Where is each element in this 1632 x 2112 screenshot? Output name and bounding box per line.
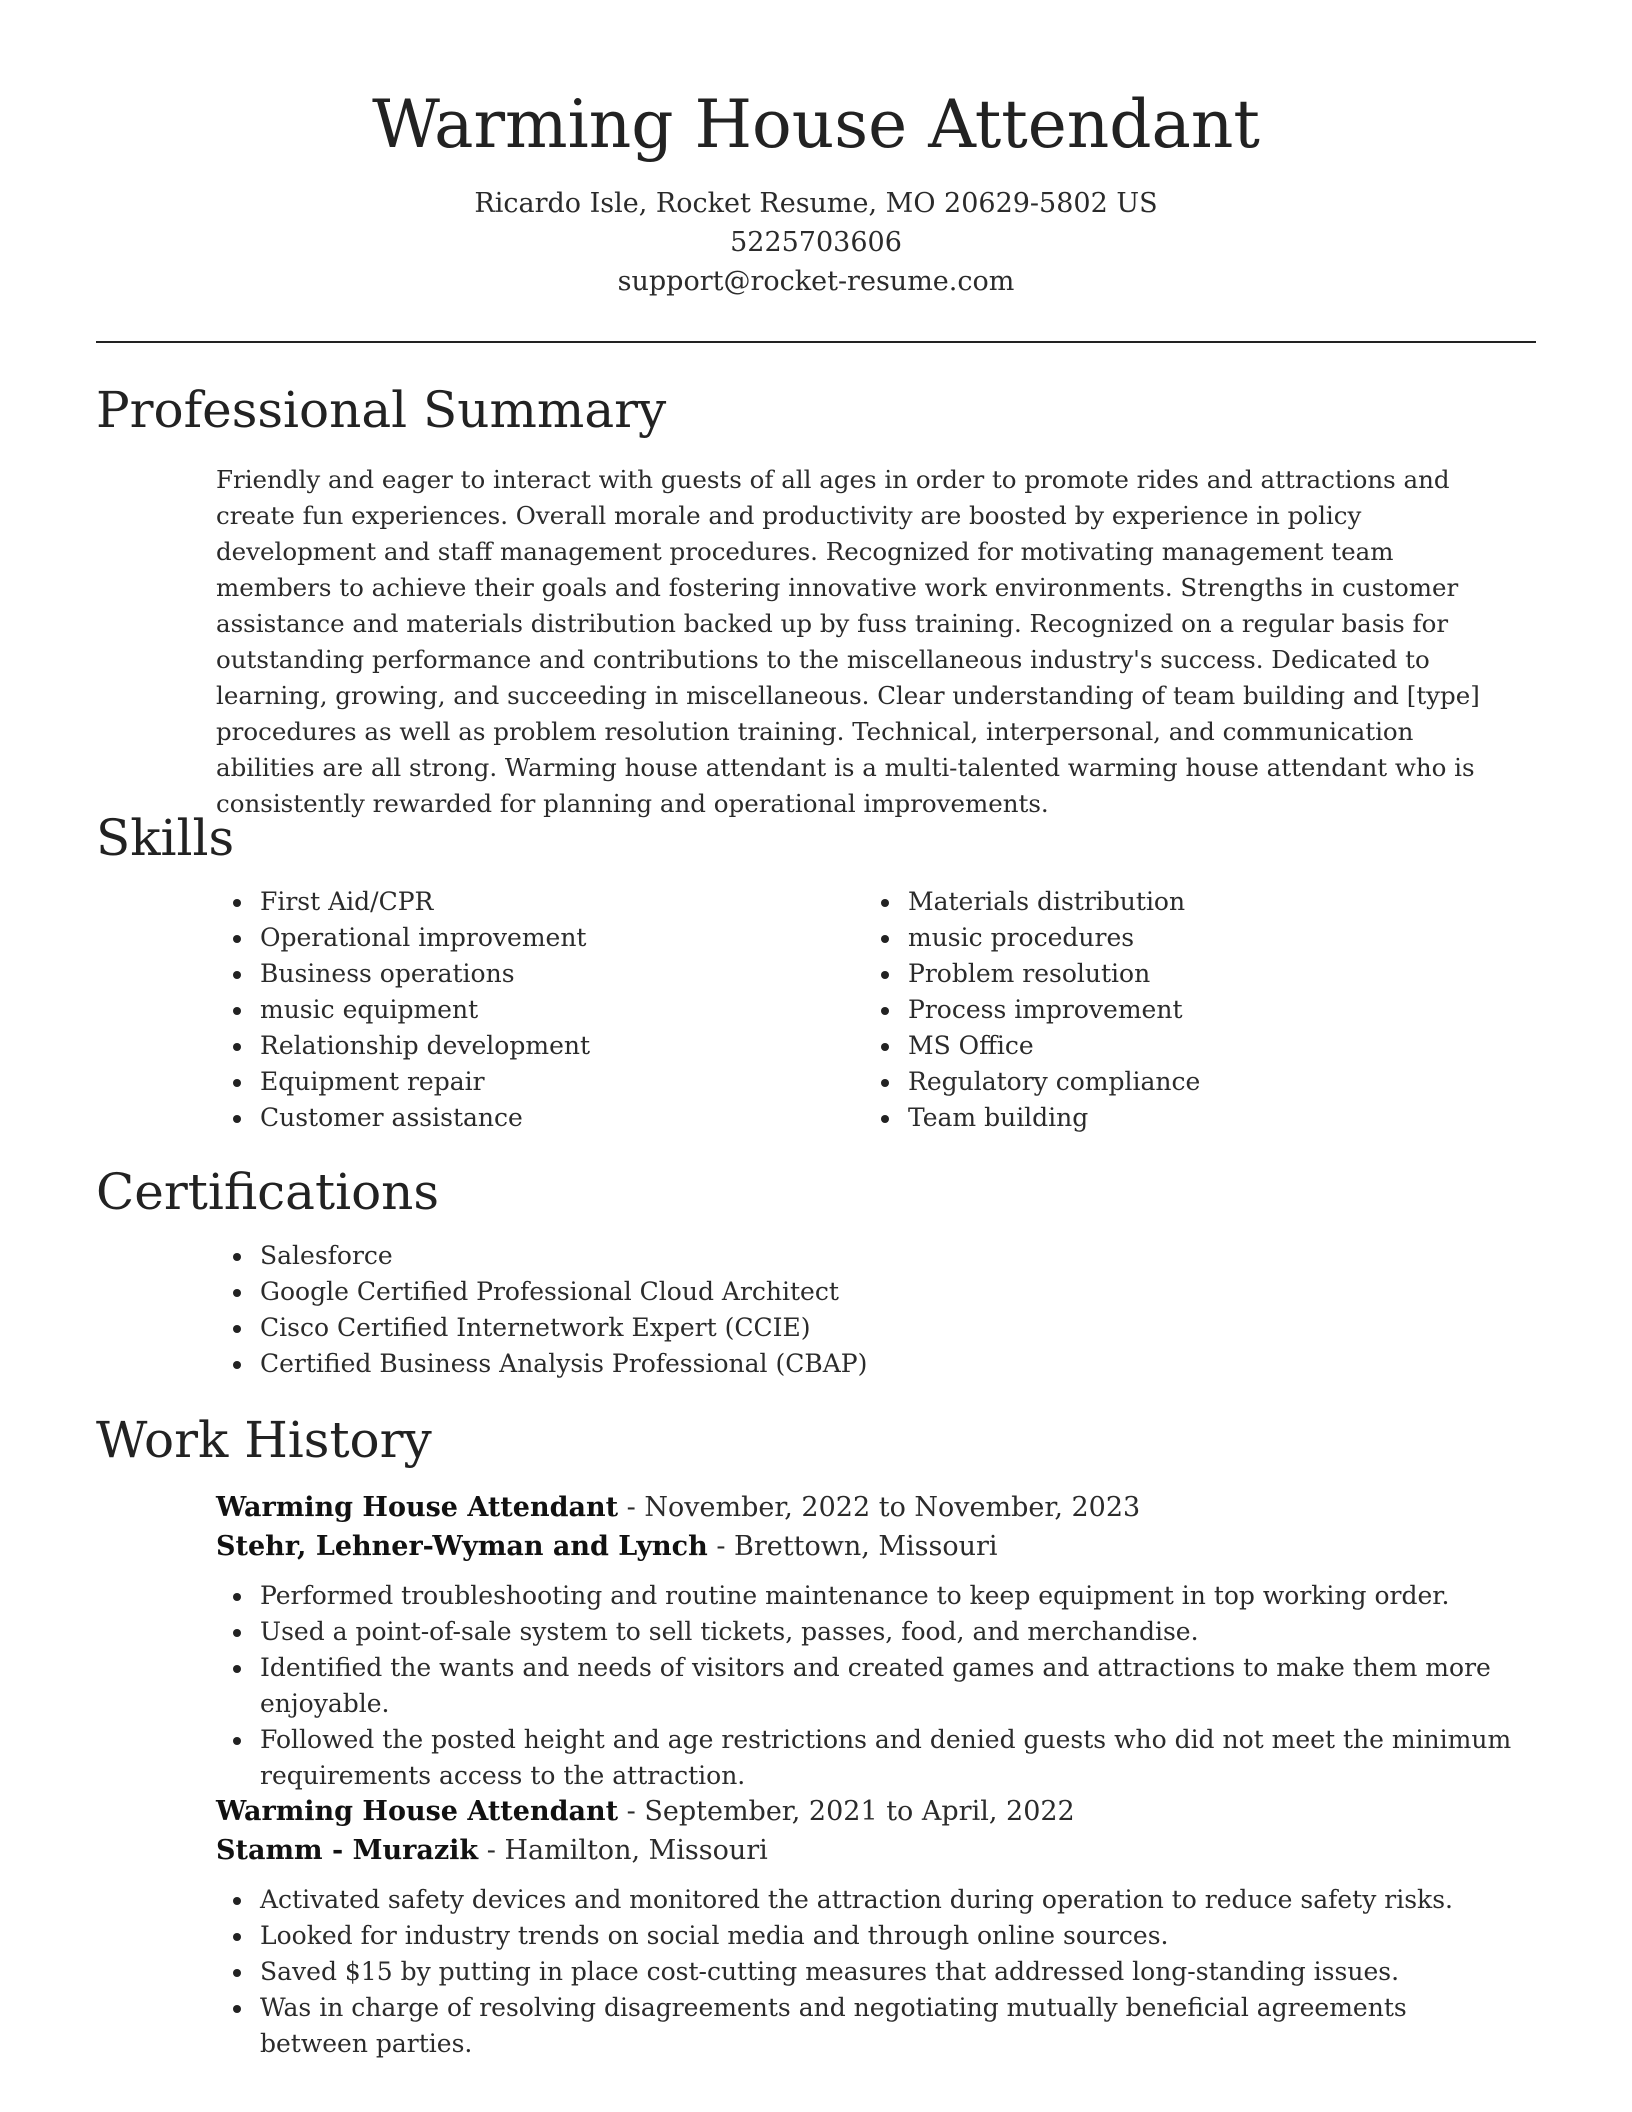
job-2-bullet: Looked for industry trends on social media and through online sources.	[216, 1918, 1516, 1954]
job-2-title-line	[216, 1792, 1075, 1831]
job-1-responsibilities	[216, 1578, 1546, 1794]
skill-item: Customer assistance	[216, 1100, 816, 1136]
skill-item: Problem resolution	[864, 956, 1464, 992]
job-2-bullet: Saved $15 by putting in place cost-cutting measures that addressed long-standing issues.	[216, 1954, 1516, 1990]
section-title-certifications: Certifications	[96, 1163, 440, 1221]
contact-info	[0, 184, 1632, 301]
job-2-bullet: Was in charge of resolving disagreements and negotiating mutually beneficial agreements between parties.	[216, 1990, 1516, 2062]
skill-item: music equipment	[216, 992, 816, 1028]
skill-item: Equipment repair	[216, 1064, 816, 1100]
skill-item: Regulatory compliance	[864, 1064, 1464, 1100]
job-1-location: - Brettown, Missouri	[707, 1531, 998, 1562]
job-2-company-line	[216, 1831, 768, 1870]
skill-item: First Aid/CPR	[216, 884, 816, 920]
job-2-company: Stamm - Murazik	[216, 1835, 479, 1866]
certification-item: Certified Business Analysis Professional (CBAP)	[216, 1346, 1416, 1382]
section-title-summary: Professional Summary	[96, 381, 667, 439]
section-title-skills: Skills	[96, 809, 235, 867]
job-2-role: Warming House Attendant	[216, 1796, 619, 1827]
job-1-bullet: Identified the wants and needs of visitors and created games and attractions to make them more enjoyable.	[216, 1650, 1546, 1722]
skill-item: MS Office	[864, 1028, 1464, 1064]
skills-list-right	[864, 884, 1464, 1136]
summary-text: Friendly and eager to interact with guests of all ages in order to promote rides and attractions and create fun experiences. Overall morale and productivity are boosted by experience in policy development and staff management procedures. Recognized for motivating management team members to achieve their goals and fostering innovative work environments. Strengths in customer assistance and materials distribution backed up by fuss training. Recognized on a regular basis for outstanding performance and contributions to the miscellaneous industry's success. Dedicated to learning, growing, and succeeding in miscellaneous. Clear understanding of team building and [type] procedures as well as problem resolution training. Technical, interpersonal, and communication abilities are all strong. Warming house attendant is a multi-talented warming house attendant who is consistently rewarded for planning and operational improvements.	[216, 465, 1480, 818]
job-1-company-line	[216, 1527, 998, 1566]
candidate-name: Warming House Attendant	[372, 86, 1260, 163]
skills-list-left	[216, 884, 816, 1136]
contact-email: support@rocket-resume.com	[617, 266, 1015, 297]
job-1-role: Warming House Attendant	[216, 1492, 619, 1523]
skill-item: Materials distribution	[864, 884, 1464, 920]
resume-header	[0, 80, 1632, 301]
header-divider	[96, 341, 1536, 343]
job-1-bullet: Used a point-of-sale system to sell tickets, passes, food, and merchandise.	[216, 1614, 1546, 1650]
job-1-bullet: Followed the posted height and age restrictions and denied guests who did not meet the minimum requirements access to the attraction.	[216, 1722, 1546, 1794]
section-title-work-history: Work History	[96, 1411, 432, 1469]
job-2-location: - Hamilton, Missouri	[478, 1835, 768, 1866]
skill-item: Business operations	[216, 956, 816, 992]
skill-item: Team building	[864, 1100, 1464, 1136]
job-2-bullet: Activated safety devices and monitored the attraction during operation to reduce safety risks.	[216, 1882, 1516, 1918]
contact-address: Ricardo Isle, Rocket Resume, MO 20629-5802 US	[474, 188, 1158, 219]
certification-item: Google Certified Professional Cloud Architect	[216, 1274, 1416, 1310]
skill-item: Relationship development	[216, 1028, 816, 1064]
job-1-company: Stehr, Lehner-Wyman and Lynch	[216, 1531, 708, 1562]
certification-item: Cisco Certified Internetwork Expert (CCIE)	[216, 1310, 1416, 1346]
job-1-bullet: Performed troubleshooting and routine maintenance to keep equipment in top working order.	[216, 1578, 1546, 1614]
certifications-list	[216, 1238, 1416, 1382]
job-2-responsibilities	[216, 1882, 1516, 2062]
job-1-dates: - November, 2022 to November, 2023	[618, 1492, 1141, 1523]
contact-phone: 5225703606	[730, 227, 902, 258]
skill-item: music procedures	[864, 920, 1464, 956]
skill-item: Operational improvement	[216, 920, 816, 956]
job-1-title-line	[216, 1488, 1140, 1527]
skill-item: Process improvement	[864, 992, 1464, 1028]
job-2-dates: - September, 2021 to April, 2022	[618, 1796, 1075, 1827]
certification-item: Salesforce	[216, 1238, 1416, 1274]
